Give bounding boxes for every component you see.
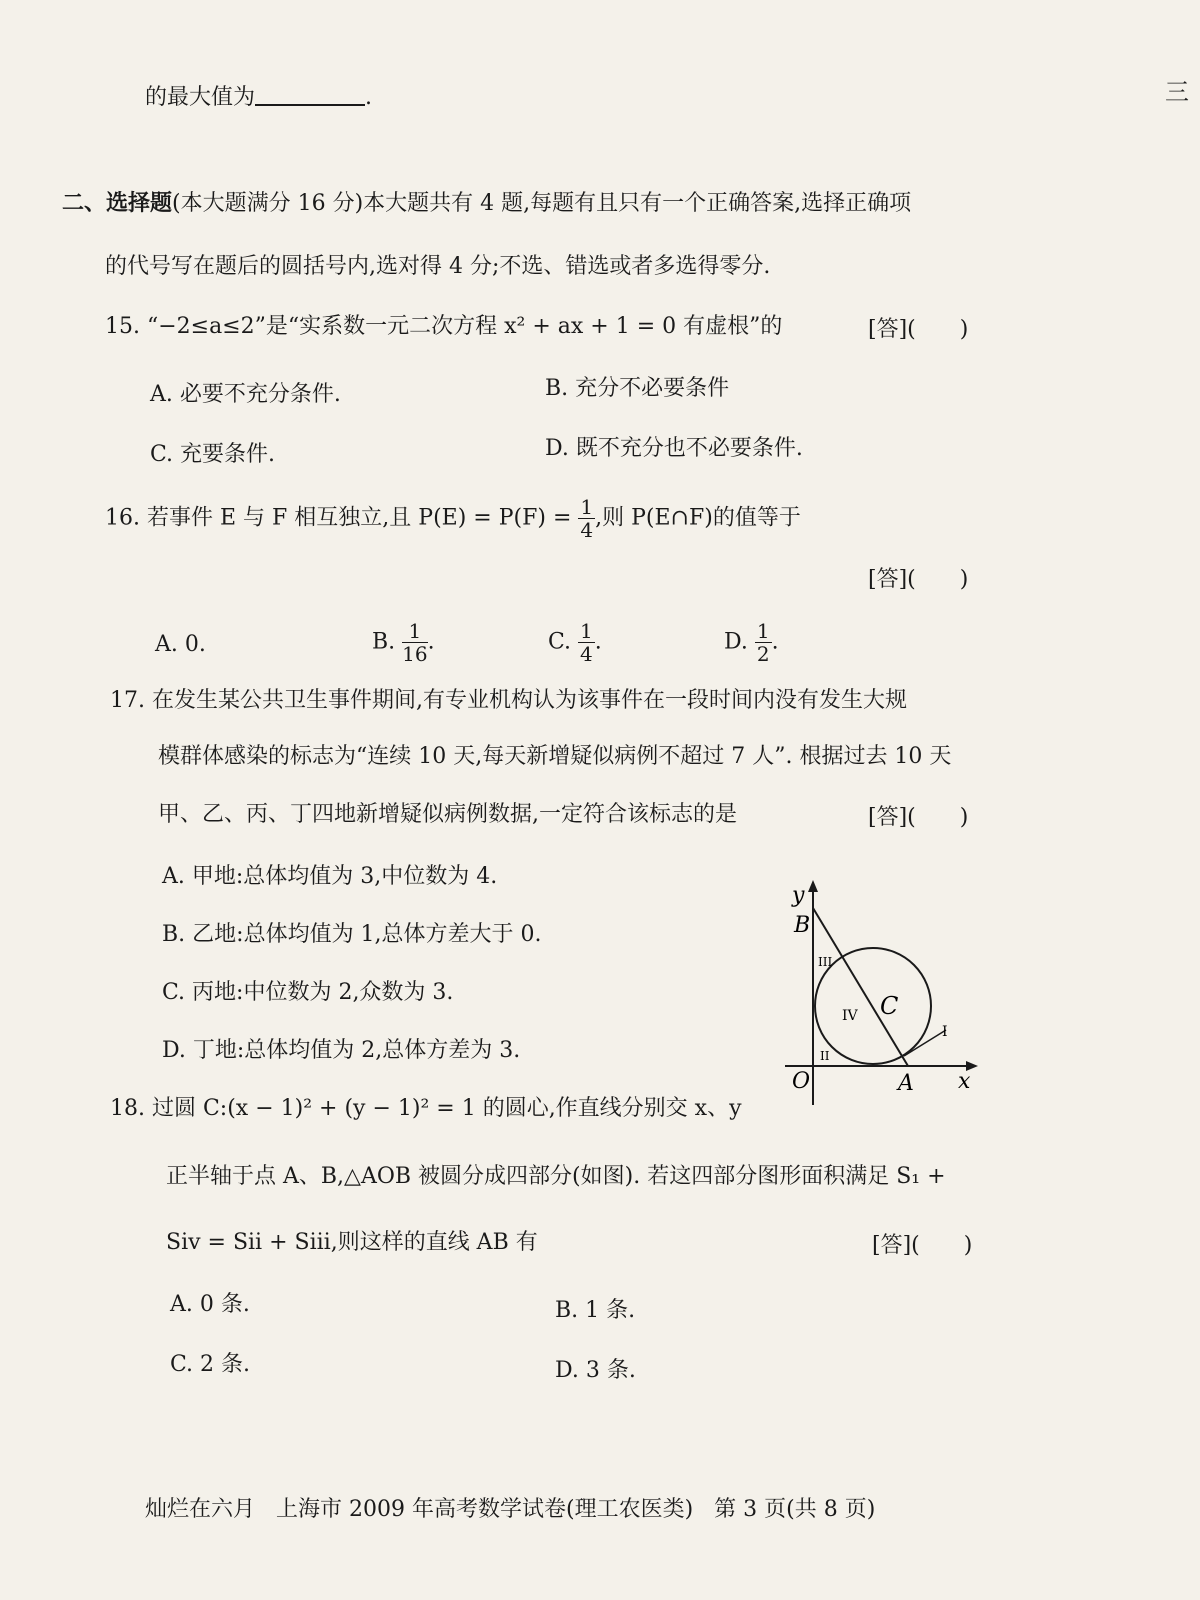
label-o: O: [792, 1069, 811, 1094]
circle-triangle-figure: [780, 880, 990, 1110]
label-region-iv: IV: [842, 1008, 858, 1024]
footer-title: 上海市 2009 年高考数学试卷(理工农医类): [276, 1497, 694, 1522]
q15-option-a[interactable]: A. 必要不充分条件.: [150, 382, 341, 407]
label-c: C: [880, 992, 899, 1020]
label-region-i: I: [942, 1024, 948, 1040]
label-region-iii: III: [818, 955, 833, 969]
q15-option-b[interactable]: B. 充分不必要条件: [545, 376, 730, 401]
q15-answer-bracket[interactable]: [答]( ): [868, 317, 969, 342]
q18-answer-bracket[interactable]: [答]( ): [872, 1233, 973, 1258]
label-x: x: [958, 1069, 971, 1094]
q17-option-d[interactable]: D. 丁地:总体均值为 2,总体方差为 3.: [162, 1038, 521, 1063]
q18-stem-line3: Sⅳ = Sⅱ + Sⅲ,则这样的直线 AB 有: [166, 1230, 538, 1255]
q16-option-b[interactable]: B. $\frac{1}{16}$ .: [372, 619, 435, 666]
q17-stem-line2: 模群体感染的标志为“连续 10 天,每天新增疑似病例不超过 7 人”. 根据过去 10 天: [158, 744, 952, 769]
footer-motto: 灿烂在六月: [145, 1497, 256, 1522]
q17-option-c[interactable]: C. 丙地:中位数为 2,众数为 3.: [162, 980, 454, 1005]
q17-option-a[interactable]: A. 甲地:总体均值为 3,中位数为 4.: [162, 864, 498, 889]
q16-option-d[interactable]: D. $\frac{1}{2}$ .: [724, 619, 779, 666]
footer-page-number: 第 3 页(共 8 页): [714, 1497, 876, 1522]
label-b: B: [794, 913, 811, 938]
section-title: 二、选择题: [62, 190, 173, 216]
region-i-pointer: [904, 1030, 946, 1056]
q17-answer-bracket[interactable]: [答]( ): [868, 805, 969, 830]
q18-option-b[interactable]: B. 1 条.: [555, 1298, 636, 1323]
y-axis-arrow: [808, 880, 818, 892]
q18-option-a[interactable]: A. 0 条.: [170, 1292, 250, 1317]
q16-stem: 16. 若事件 E 与 F 相互独立,且 P(E) = P(F) = $\frac{1}{4}$ ,则 P(E∩F)的值等于: [105, 495, 801, 542]
section-intro: (本大题满分 16 分)本大题共有 4 题,每题有且只有一个正确答案,选择正确项: [172, 191, 912, 216]
q18-stem-line2: 正半轴于点 A、B,△AOB 被圆分成四部分(如图). 若这四部分图形面积满足 S₁ +: [166, 1164, 946, 1189]
q17-stem-line1: 17. 在发生某公共卫生事件期间,有专业机构认为该事件在一段时间内没有发生大规: [110, 688, 907, 713]
q16-stem-fraction: $\frac{1}{4}$: [580, 495, 594, 542]
section-heading: [62, 188, 911, 219]
q15-option-c[interactable]: C. 充要条件.: [150, 442, 276, 467]
q18-option-c[interactable]: C. 2 条.: [170, 1352, 251, 1377]
q18-option-d[interactable]: D. 3 条.: [555, 1358, 636, 1383]
q18-stem-line1: 18. 过圆 C:(x − 1)² + (y − 1)² = 1 的圆心,作直线分别交 x、y: [110, 1096, 742, 1121]
q15-option-d[interactable]: D. 既不充分也不必要条件.: [545, 436, 803, 461]
q15-stem: 15. “−2≤a≤2”是“实系数一元二次方程 x² + ax + 1 = 0 有虚根”的: [105, 314, 783, 339]
q17-option-b[interactable]: B. 乙地:总体均值为 1,总体方差大于 0.: [162, 922, 542, 947]
q16-option-a[interactable]: A. 0.: [155, 632, 206, 657]
label-region-ii: II: [820, 1049, 830, 1063]
edge-mark: 三: [1165, 78, 1189, 106]
section-intro-line2: 的代号写在题后的圆括号内,选对得 4 分;不选、错选或者多选得零分.: [105, 254, 771, 279]
label-a: A: [898, 1071, 914, 1096]
q16-answer-bracket[interactable]: [答]( ): [868, 567, 969, 592]
q17-stem-line3: 甲、乙、丙、丁四地新增疑似病例数据,一定符合该标志的是: [158, 802, 737, 827]
q16-option-c[interactable]: C. $\frac{1}{4}$ .: [548, 619, 602, 666]
fill-blank[interactable]: [255, 82, 365, 106]
prev-question-tail: 的最大值为 .: [145, 82, 372, 113]
label-y: y: [792, 883, 805, 908]
page-footer: [145, 1492, 889, 1523]
